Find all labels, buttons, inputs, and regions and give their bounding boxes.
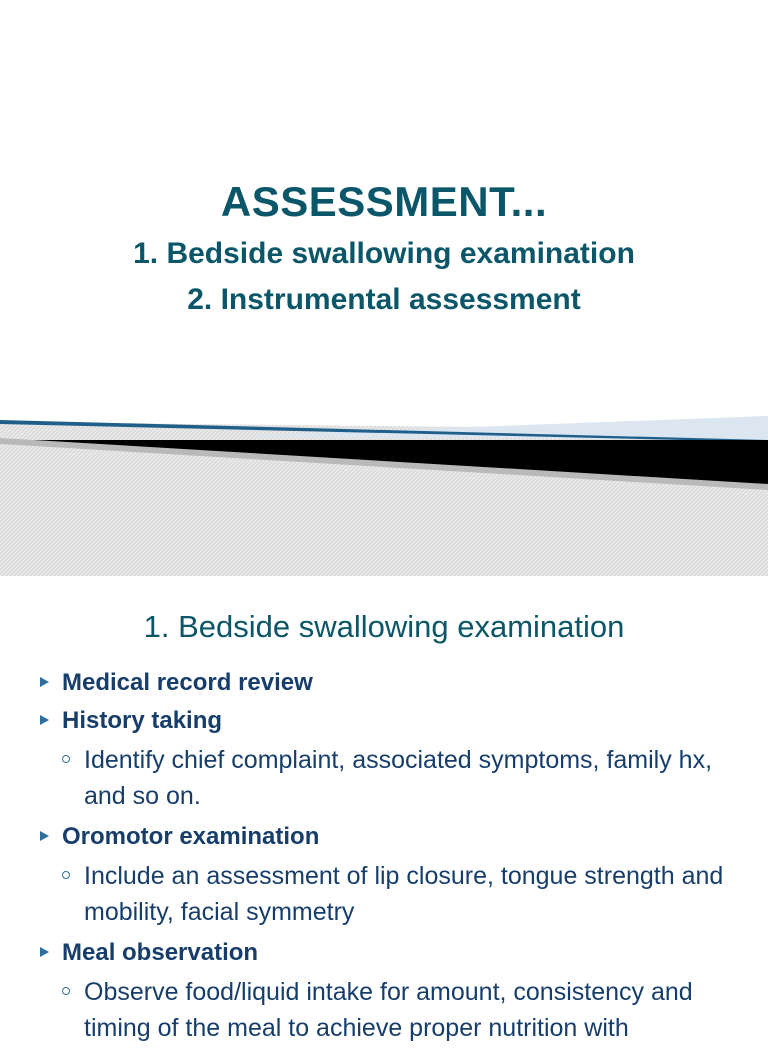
bullet-medical-record xyxy=(0,666,768,700)
content-slide xyxy=(0,576,768,1042)
triangle-bullet-icon xyxy=(40,831,49,841)
decorative-banner xyxy=(0,410,768,576)
triangle-bullet-icon xyxy=(40,947,49,957)
sub-bullet-text: Observe food/liquid intake for amount, consistency and timing of the meal to achieve proper nutrition with xyxy=(84,978,693,1042)
bullet-list xyxy=(0,666,768,1052)
bullet-label: History taking xyxy=(62,707,223,734)
subtitle-bedside: 1. Bedside swallowing examination xyxy=(133,237,635,270)
circle-bullet-icon xyxy=(62,871,70,879)
bullet-oromotor xyxy=(0,820,768,854)
circle-bullet-icon xyxy=(62,755,70,763)
subtitle-instrumental: 2. Instrumental assessment xyxy=(187,283,581,316)
content-slide-title: 1. Bedside swallowing examination xyxy=(143,609,625,644)
sub-bullet-text: Identify chief complaint, associated symptoms, family hx, and so on. xyxy=(84,746,713,810)
bullet-meal-observation xyxy=(0,936,768,970)
bullet-history-taking xyxy=(0,704,768,738)
sub-bullet-history xyxy=(0,742,768,814)
sub-bullet-oromotor xyxy=(0,858,768,930)
sub-bullet-meal xyxy=(0,974,768,1046)
bullet-label: Oromotor examination xyxy=(62,823,320,850)
bullet-label: Meal observation xyxy=(62,939,259,966)
bullet-label: Medical record review xyxy=(62,669,313,696)
circle-bullet-icon xyxy=(62,987,70,995)
triangle-bullet-icon xyxy=(40,677,49,687)
triangle-bullet-icon xyxy=(40,715,49,725)
sub-bullet-text: Include an assessment of lip closure, tongue strength and mobility, facial symmetry xyxy=(84,862,724,926)
slide-title: ASSESSMENT... xyxy=(220,178,548,225)
